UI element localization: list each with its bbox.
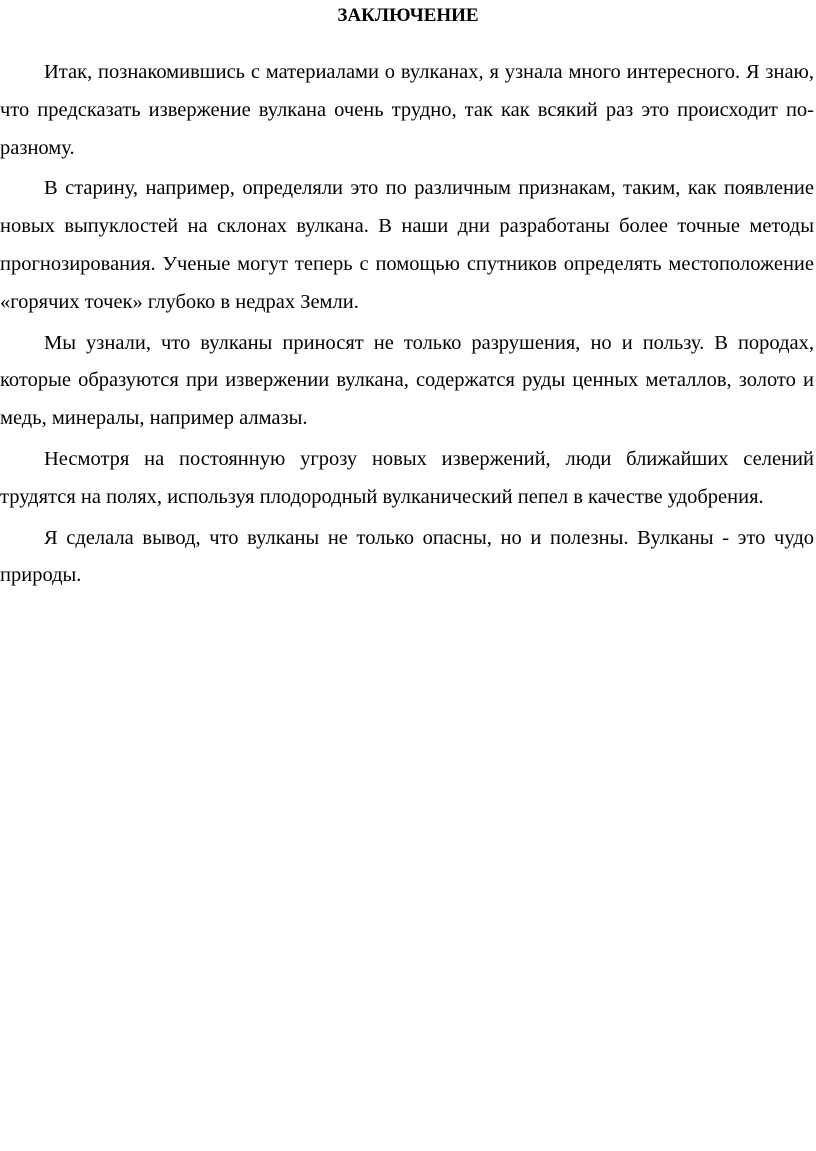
paragraph-1: Итак, познакомившись с материалами о вулканах, я узнала много интересного. Я знаю, что предсказать извержение вулкана очень трудно, так как всякий раз это происходит по-разному.: [0, 61, 814, 159]
paragraph-2: В старину, например, определяли это по различным признакам, таким, как появление новых выпуклостей на склонах вулкана. В наши дни разработаны более точные методы прогнозирования. Ученые могут теперь с помощью спутников определять местоположение «горячих точек» глубоко в недрах Земли.: [0, 177, 814, 313]
paragraph-5: Я сделала вывод, что вулканы не только опасны, но и полезны. Вулканы - это чудо природы.: [0, 526, 814, 587]
paragraph-3: Мы узнали, что вулканы приносят не только разрушения, но и пользу. В породах, которые образуются при извержении вулкана, содержатся руды ценных металлов, золото и медь, минералы, например алмазы.: [0, 331, 814, 430]
page-title: ЗАКЛЮЧЕНИЕ: [337, 5, 479, 26]
paragraph-4: Несмотря на постоянную угрозу новых извержений, люди ближайших селений трудятся на полях, используя плодородный вулканический пепел в качестве удобрения.: [0, 447, 814, 508]
document-body: [0, 54, 814, 598]
